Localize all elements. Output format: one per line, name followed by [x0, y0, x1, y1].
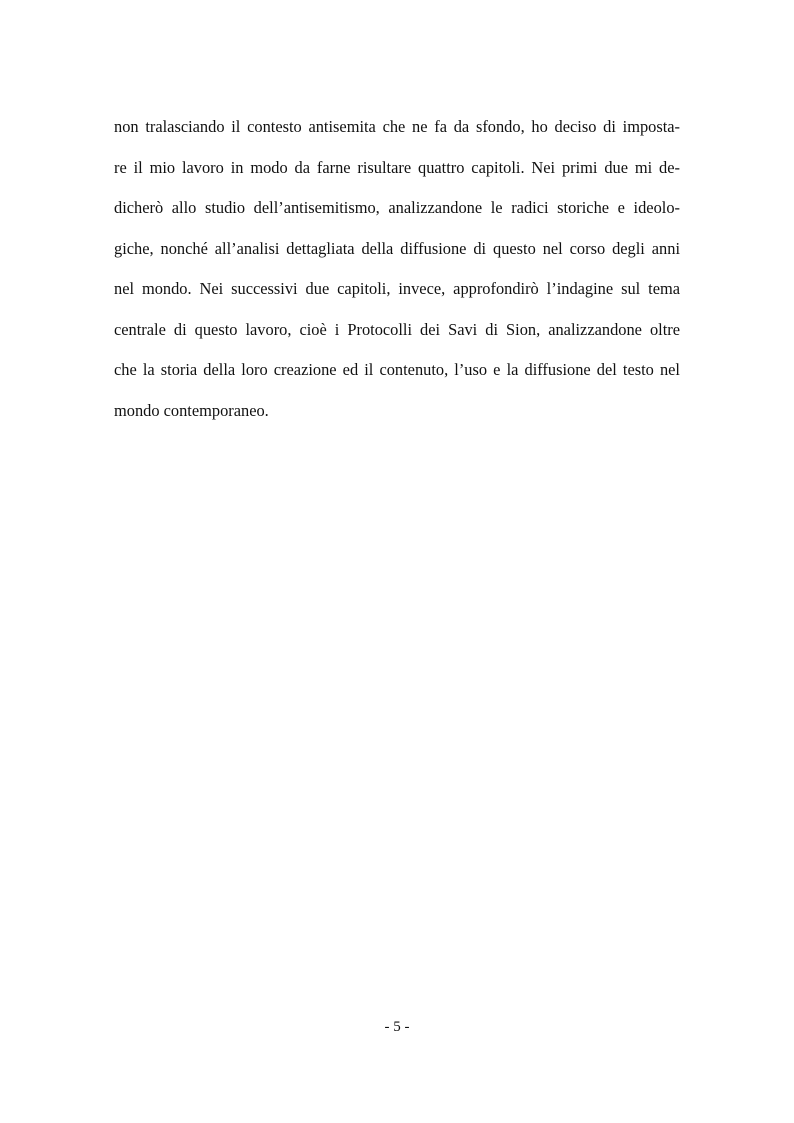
paragraph-line: mondo contemporaneo. [114, 400, 269, 420]
paragraph-line: che la storia della loro creazione ed il contenuto, l’uso e la diffusione del testo nel [114, 360, 680, 379]
body-paragraph [114, 110, 680, 434]
paragraph-line: centrale di questo lavoro, cioè i Protocolli dei Savi di Sion, analizzandone oltre [114, 319, 680, 339]
page-number: - 5 - [384, 1019, 410, 1035]
paragraph-line: dicherò allo studio dell’antisemitismo, analizzandone le radici storiche e ideolo- [114, 198, 680, 217]
paragraph-line: nel mondo. Nei successivi due capitoli, invece, approfondirò l’indagine sul tema [114, 279, 680, 298]
paragraph-line: giche, nonché all’analisi dettagliata della diffusione di questo nel corso degli anni [114, 238, 680, 258]
paragraph-line: re il mio lavoro in modo da farne risultare quattro capitoli. Nei primi due mi de- [114, 157, 680, 177]
paragraph-line: non tralasciando il contesto antisemita che ne fa da sfondo, ho deciso di imposta- [114, 117, 680, 136]
